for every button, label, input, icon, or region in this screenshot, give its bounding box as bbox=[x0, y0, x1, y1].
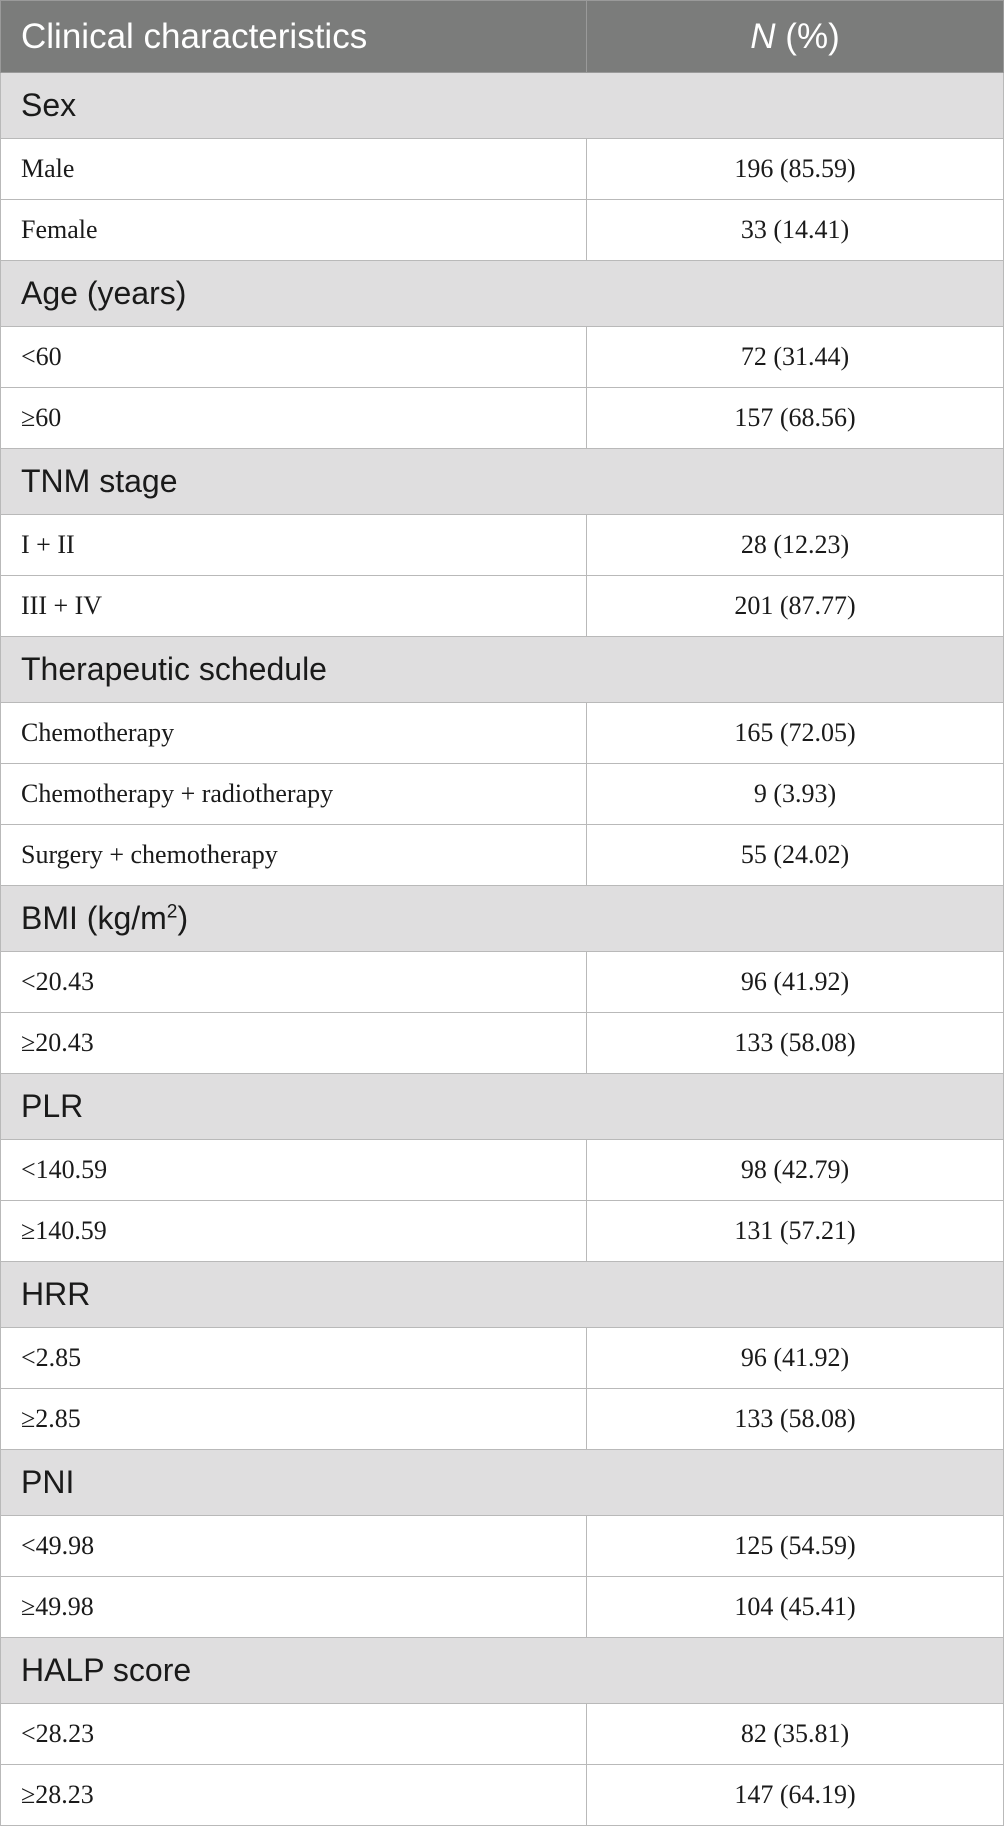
table-row bbox=[1, 139, 1004, 200]
row-label: Female bbox=[1, 200, 587, 261]
table-row bbox=[1, 200, 1004, 261]
table-row bbox=[1, 576, 1004, 637]
group-row bbox=[1, 637, 1004, 703]
row-label: ≥60 bbox=[1, 388, 587, 449]
table-row bbox=[1, 703, 1004, 764]
row-value: 96 (41.92) bbox=[587, 952, 1004, 1013]
group-label bbox=[1, 1262, 1004, 1328]
row-label: ≥2.85 bbox=[1, 1389, 587, 1450]
table-row bbox=[1, 1704, 1004, 1765]
row-label: ≥49.98 bbox=[1, 1577, 587, 1638]
row-value: 133 (58.08) bbox=[587, 1389, 1004, 1450]
group-label bbox=[1, 1638, 1004, 1704]
group-label-text: Therapeutic schedule bbox=[21, 651, 327, 687]
row-value: 9 (3.93) bbox=[587, 764, 1004, 825]
row-label: <28.23 bbox=[1, 1704, 587, 1765]
table-body bbox=[1, 73, 1004, 1826]
group-label bbox=[1, 886, 1004, 952]
row-value: 96 (41.92) bbox=[587, 1328, 1004, 1389]
table-row bbox=[1, 1201, 1004, 1262]
row-value: 82 (35.81) bbox=[587, 1704, 1004, 1765]
table-row bbox=[1, 1140, 1004, 1201]
group-row bbox=[1, 1074, 1004, 1140]
group-label-text: PNI bbox=[21, 1464, 75, 1500]
row-label: <20.43 bbox=[1, 952, 587, 1013]
table-row bbox=[1, 1389, 1004, 1450]
group-row bbox=[1, 261, 1004, 327]
group-row bbox=[1, 1262, 1004, 1328]
group-label-text: Sex bbox=[21, 87, 77, 123]
table-row bbox=[1, 825, 1004, 886]
row-value: 165 (72.05) bbox=[587, 703, 1004, 764]
table-row bbox=[1, 515, 1004, 576]
row-value: 28 (12.23) bbox=[587, 515, 1004, 576]
row-label: Chemotherapy + radiotherapy bbox=[1, 764, 587, 825]
table-row bbox=[1, 1577, 1004, 1638]
group-label bbox=[1, 449, 1004, 515]
group-row bbox=[1, 73, 1004, 139]
group-label bbox=[1, 261, 1004, 327]
group-label-suffix: ) bbox=[177, 900, 189, 936]
row-label: Chemotherapy bbox=[1, 703, 587, 764]
table-row bbox=[1, 1765, 1004, 1826]
header-clinical-characteristics: Clinical characteristics bbox=[1, 1, 587, 73]
row-value: 157 (68.56) bbox=[587, 388, 1004, 449]
row-value: 133 (58.08) bbox=[587, 1013, 1004, 1074]
group-row bbox=[1, 1638, 1004, 1704]
group-label bbox=[1, 73, 1004, 139]
table-row bbox=[1, 952, 1004, 1013]
row-label: <140.59 bbox=[1, 1140, 587, 1201]
group-label bbox=[1, 637, 1004, 703]
header-n-percent bbox=[587, 1, 1004, 73]
group-label-text: PLR bbox=[21, 1088, 84, 1124]
row-value: 147 (64.19) bbox=[587, 1765, 1004, 1826]
group-label-superscript: 2 bbox=[166, 901, 178, 923]
row-value: 196 (85.59) bbox=[587, 139, 1004, 200]
row-label: Surgery + chemotherapy bbox=[1, 825, 587, 886]
table-row bbox=[1, 1013, 1004, 1074]
group-label-text: HRR bbox=[21, 1276, 91, 1312]
group-label-text: HALP score bbox=[21, 1652, 192, 1688]
row-label: III + IV bbox=[1, 576, 587, 637]
row-value: 72 (31.44) bbox=[587, 327, 1004, 388]
group-label-text: Age (years) bbox=[21, 275, 187, 311]
table-row bbox=[1, 327, 1004, 388]
row-value: 33 (14.41) bbox=[587, 200, 1004, 261]
row-label: Male bbox=[1, 139, 587, 200]
row-label: <60 bbox=[1, 327, 587, 388]
row-label: ≥28.23 bbox=[1, 1765, 587, 1826]
table-row bbox=[1, 1516, 1004, 1577]
row-label: ≥140.59 bbox=[1, 1201, 587, 1262]
group-label-text: BMI (kg/m bbox=[21, 900, 167, 936]
group-label bbox=[1, 1450, 1004, 1516]
row-label: ≥20.43 bbox=[1, 1013, 587, 1074]
group-label-text: TNM stage bbox=[21, 463, 178, 499]
group-row bbox=[1, 886, 1004, 952]
row-label: I + II bbox=[1, 515, 587, 576]
row-label: <2.85 bbox=[1, 1328, 587, 1389]
row-value: 104 (45.41) bbox=[587, 1577, 1004, 1638]
table-row bbox=[1, 1328, 1004, 1389]
header-percent-label: (%) bbox=[775, 16, 840, 56]
row-label: <49.98 bbox=[1, 1516, 587, 1577]
group-label bbox=[1, 1074, 1004, 1140]
header-n-label: N bbox=[750, 16, 776, 56]
row-value: 201 (87.77) bbox=[587, 576, 1004, 637]
header-row bbox=[1, 1, 1004, 73]
row-value: 98 (42.79) bbox=[587, 1140, 1004, 1201]
row-value: 55 (24.02) bbox=[587, 825, 1004, 886]
row-value: 131 (57.21) bbox=[587, 1201, 1004, 1262]
group-row bbox=[1, 1450, 1004, 1516]
group-row bbox=[1, 449, 1004, 515]
table-row bbox=[1, 388, 1004, 449]
table-row bbox=[1, 764, 1004, 825]
row-value: 125 (54.59) bbox=[587, 1516, 1004, 1577]
